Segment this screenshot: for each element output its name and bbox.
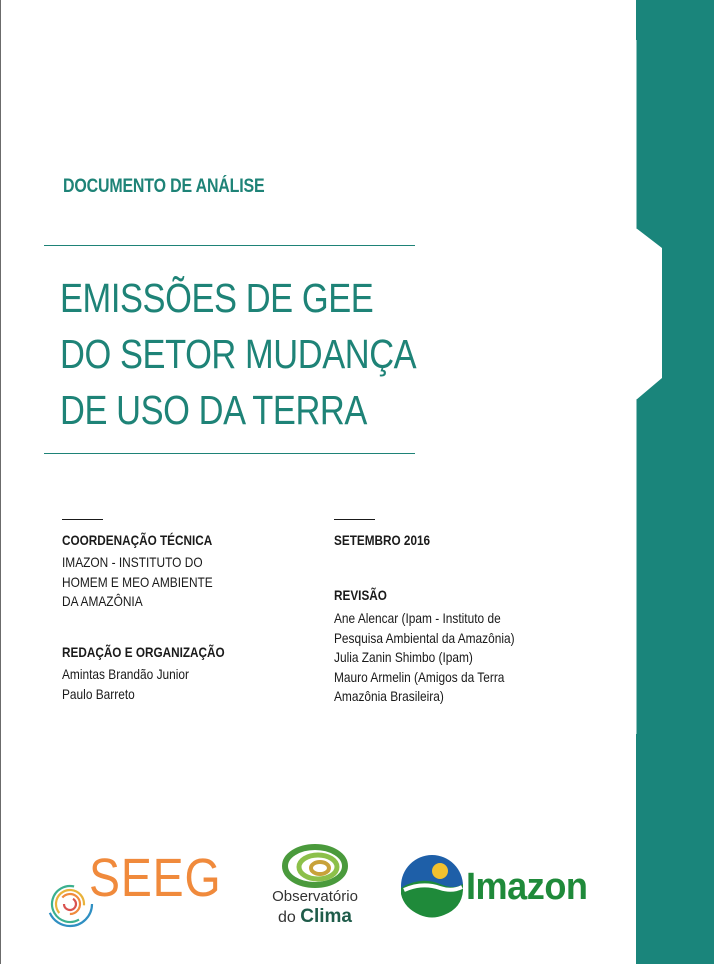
seeg-logo	[44, 848, 224, 938]
coordination-line: HOMEM E MEO AMBIENTE	[62, 573, 213, 590]
imazon-wordmark: Imazon	[466, 866, 588, 908]
observatorio-prefix: do	[278, 909, 296, 926]
writing-block	[62, 643, 256, 704]
right-column-rule	[334, 519, 375, 520]
page-left-edge	[0, 0, 1, 964]
side-band	[636, 0, 714, 964]
title-bottom-rule	[44, 453, 415, 454]
title-top-rule	[44, 245, 415, 246]
title-line: DO SETOR MUDANÇA	[60, 331, 417, 377]
reviewer-line: Ane Alencar (Ipam - Instituto de	[334, 610, 501, 626]
document-type: DOCUMENTO DE ANÁLISE	[63, 176, 265, 197]
coordination-block	[62, 531, 241, 612]
observatorio-wordmark-sub	[270, 906, 360, 928]
date-block	[334, 531, 448, 549]
coordination-line: DA AMAZÔNIA	[62, 593, 143, 609]
imazon-globe-icon	[400, 854, 464, 918]
observatorio-logo	[270, 844, 362, 936]
coordination-line: IMAZON - INSTITUTO DO	[62, 554, 203, 570]
title-line: DE USO DA TERRA	[60, 387, 367, 433]
review-block	[334, 586, 546, 707]
publication-date: SETEMBRO 2016	[334, 532, 431, 548]
partner-logos	[0, 830, 636, 940]
writing-heading: REDAÇÃO E ORGANIZAÇÃO	[62, 644, 225, 660]
author-line: Amintas Brandão Junior	[62, 666, 190, 682]
title-line: EMISSÕES DE GEE	[60, 275, 374, 321]
author-line: Paulo Barreto	[62, 685, 135, 702]
reviewer-line: Julia Zanin Shimbo (Ipam)	[334, 649, 473, 665]
coordination-heading: COORDENAÇÃO TÉCNICA	[62, 532, 213, 548]
review-heading: REVISÃO	[334, 587, 387, 603]
reviewer-line: Pesquisa Ambiental da Amazônia)	[334, 629, 515, 646]
observatorio-swirl-icon	[270, 844, 360, 888]
reviewer-line: Mauro Armelin (Amigos da Terra	[334, 668, 505, 685]
document-title	[60, 270, 440, 438]
reviewer-line: Amazônia Brasileira)	[334, 688, 444, 704]
observatorio-strong: Clima	[300, 906, 352, 927]
seeg-rings-icon	[44, 870, 94, 930]
imazon-logo	[400, 854, 600, 920]
left-column-rule	[62, 519, 103, 520]
seeg-wordmark: SEEG	[89, 848, 222, 908]
observatorio-wordmark: Observatório	[272, 888, 358, 905]
